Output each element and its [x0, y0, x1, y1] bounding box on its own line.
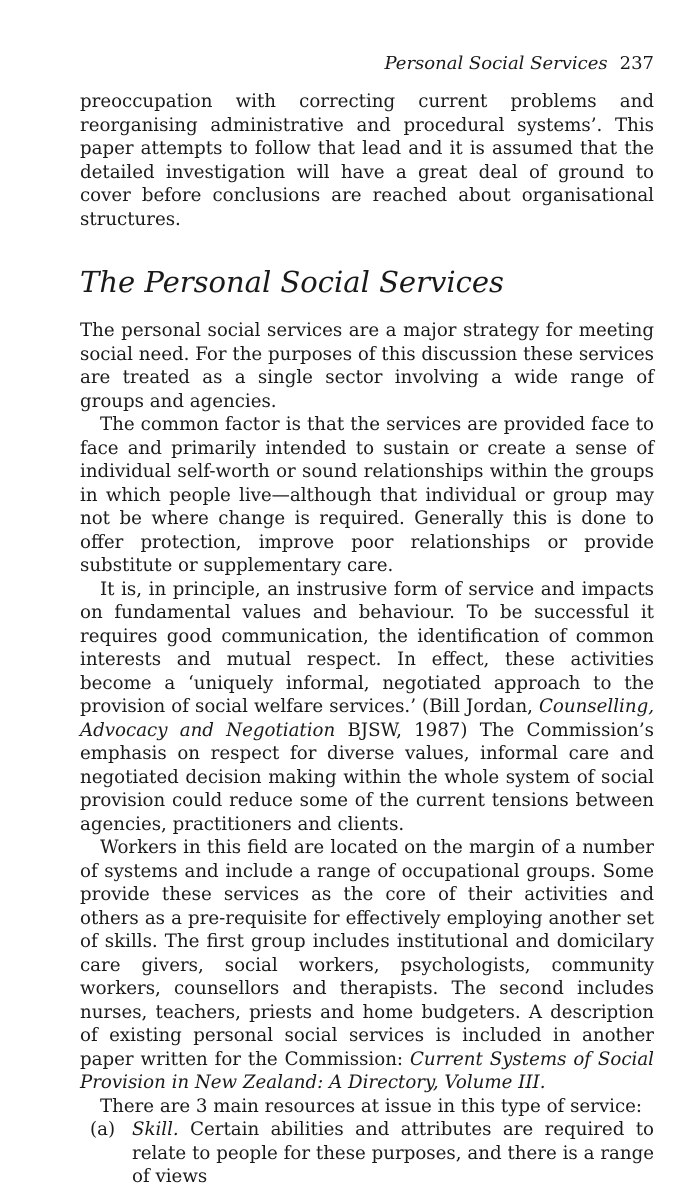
paragraph-2: The common factor is that the services are provided face to face and primarily intended to sustain or create a sense of individual self-worth or sound relationships within the groups in which people live—although that individual or group may not be where change is required. Generally this is done to offer protection, improve poor relationships or provide substitute or supplementary care. [80, 414, 654, 576]
paragraph-4 [80, 836, 654, 1095]
document-page [80, 52, 654, 1189]
paragraph-3-text-a: It is, in principle, an instrusive form of service and impacts on fundamental values and behaviour. To be successful it requires good communication, the identification of common interests and mutual respect. In effect, these activities become a ‘uniquely informal, negotiated approach to the provision of social welfare services.’ (Bill Jordan, [80, 578, 654, 717]
paragraph-3-citation: Counselling, Advocacy and Negotiation [80, 696, 654, 741]
page-number: 237 [619, 53, 654, 74]
section-heading: The Personal Social Services [80, 265, 504, 299]
paragraph-3 [80, 578, 654, 837]
list-item-a [90, 1118, 654, 1189]
paragraph-5: There are 3 main resources at issue in this type of service: [100, 1095, 643, 1117]
paragraph-4-citation: Current Systems of Social Provision in New Zealand: A Directory, Volume III. [80, 1048, 654, 1093]
paragraph-1: The personal social services are a major strategy for meeting social need. For the purposes of this discussion these services are treated as a single sector involving a wide range of groups and agencies. [80, 320, 654, 412]
intro-paragraph: preoccupation with correcting current problems and reorganising administrative and procedural systems’. This paper attempts to follow that lead and it is assumed that the detailed investigation will have a great deal of ground to cover before conclusions are reached about organisational structures. [80, 91, 654, 230]
list-item-a-body [132, 1118, 654, 1189]
paragraph-3-text-b: BJSW, 1987) The Commission’s emphasis on respect for diverse values, informal care and negotiated decision making within the whole system of social provision could reduce some of the current tensions between agencies, practitioners and clients. [80, 719, 654, 835]
paragraph-4-text: Workers in this field are located on the margin of a number of systems and include a range of occupational groups. Some provide these services as the core of their activities and others as a pre-requisite for effectively employing another set of skills. The first group includes institutional and domicilary care givers, social workers, psychologists, community workers, counsellors and therapists. The second includes nurses, teachers, priests and home budgeters. A description of existing personal social services is included in another paper written for the Commission: [80, 837, 654, 1070]
running-header [80, 52, 654, 76]
running-header-title: Personal Social Services [384, 53, 608, 74]
list-item-a-label: (a) [90, 1119, 116, 1140]
list-item-a-term: Skill. [132, 1119, 179, 1140]
list-item-a-text: Certain abilities and attributes are required to relate to people for these purposes, and there is a range of views [132, 1119, 654, 1187]
